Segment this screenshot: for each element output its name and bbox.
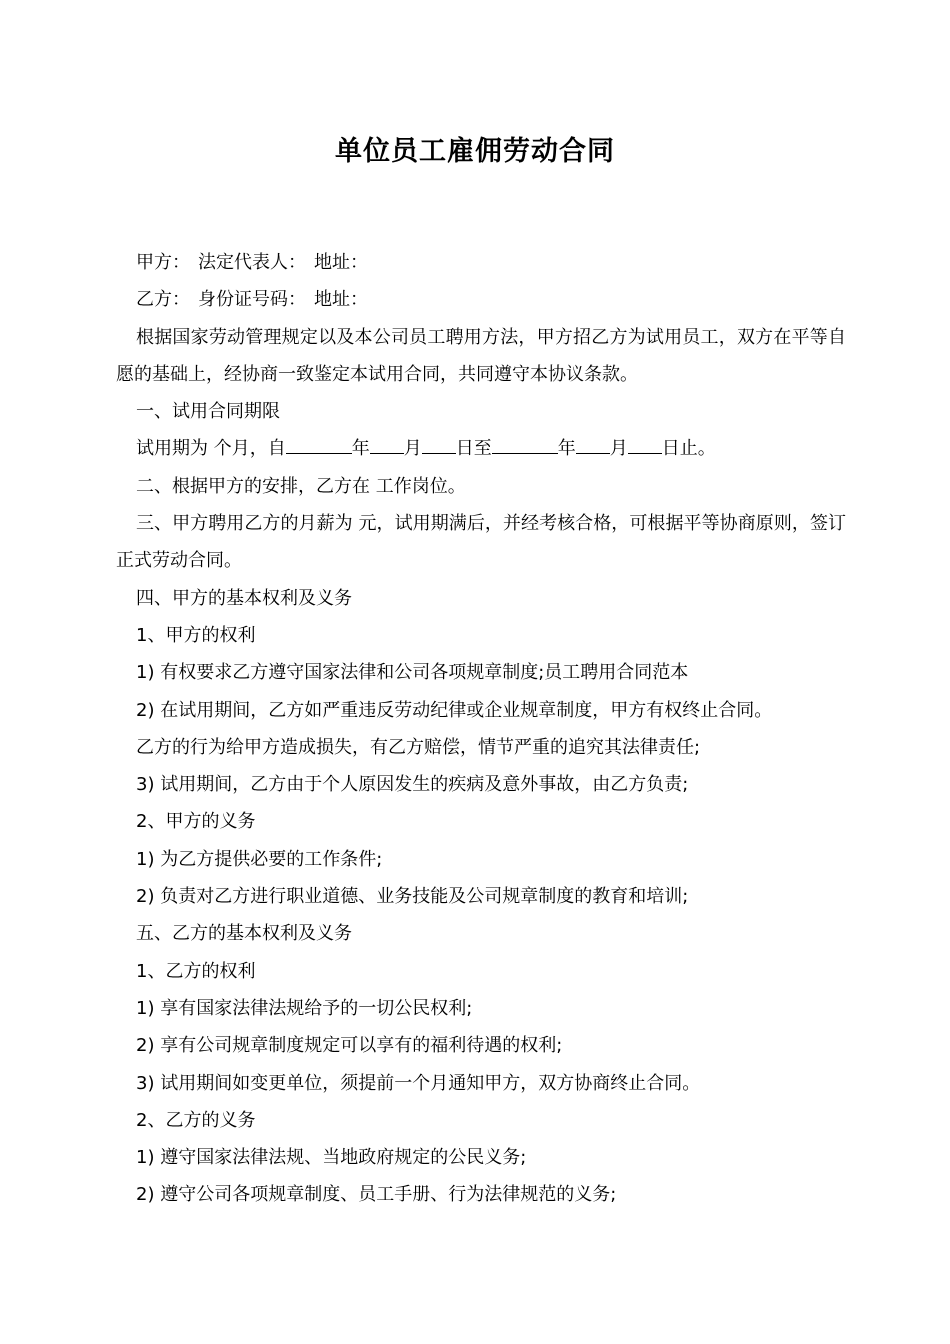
document-title: 单位员工雇佣劳动合同 [335,136,615,167]
list-item: 乙方的行为给甲方造成损失，有乙方赔偿，情节严重的追究其法律责任; [136,736,701,758]
day-end-label: 日止。 [661,438,716,460]
party-b-id-label: 身份证号码： [198,289,306,311]
list-item: 2) 享有公司规章制度规定可以享有的福利待遇的权利; [136,1035,563,1057]
section-4-heading: 四、甲方的基本权利及义务 [136,587,352,609]
party-b-address-label: 地址： [314,289,368,311]
party-b-rights-heading: 1、乙方的权利 [136,960,256,982]
year-label: 年 [557,438,576,460]
list-item: 1) 为乙方提供必要的工作条件; [136,848,383,870]
party-a-label: 甲方： [136,252,190,273]
party-b-line [116,281,846,318]
list-item: 1) 享有国家法律法规给予的一切公民权利; [136,997,473,1019]
intro-paragraph: 根据国家劳动管理规定以及本公司员工聘用方法，甲方招乙方为试用员工，双方在平等自愿的基础上，经协商一致鉴定本试用合同，共同遵守本协议条款。 [116,326,846,385]
document-body [116,244,846,1214]
day-to-label: 日至 [455,438,492,460]
month-label: 月 [403,438,422,460]
blank-start-day [422,435,456,454]
party-a-line [116,244,846,281]
list-item: 2) 遵守公司各项规章制度、员工手册、行为法律规范的义务; [136,1184,617,1206]
section-5-heading: 五、乙方的基本权利及义务 [136,923,352,945]
list-item: 2) 在试用期间，乙方如严重违反劳动纪律或企业规章制度，甲方有权终止合同。 [136,699,773,721]
list-item: 1) 遵守国家法律法规、当地政府规定的公民义务; [136,1147,527,1169]
blank-start-month [370,435,404,454]
list-item: 3) 试用期间如变更单位，须提前一个月通知甲方，双方协商终止合同。 [136,1072,701,1094]
party-a-address-label: 地址： [314,252,368,273]
list-item: 3) 试用期间，乙方由于个人原因发生的疾病及意外事故，由乙方负责; [136,774,689,796]
party-b-label: 乙方： [136,289,190,311]
party-a-rep-label: 法定代表人： [198,252,306,273]
blank-end-day [628,435,662,454]
blank-start-year [286,435,352,454]
party-b-duties-heading: 2、乙方的义务 [136,1109,256,1131]
month-label: 月 [609,438,628,460]
party-a-rights-heading: 1、甲方的权利 [136,624,256,646]
section-3: 三、甲方聘用乙方的月薪为 元，试用期满后，并经考核合格，可根据平等协商原则，签订正式劳动合同。 [116,513,846,572]
section-1-heading: 一、试用合同期限 [136,401,280,423]
list-item: 1) 有权要求乙方遵守国家法律和公司各项规章制度;员工聘用合同范本 [136,662,689,684]
probation-text: 试用期为 个月，自 [136,438,286,460]
party-a-duties-heading: 2、甲方的义务 [136,811,256,833]
list-item: 2) 负责对乙方进行职业道德、业务技能及公司规章制度的教育和培训; [136,886,689,908]
year-label: 年 [351,438,370,460]
blank-end-year [492,435,558,454]
probation-period-line [116,430,846,467]
blank-end-month [576,435,610,454]
section-2: 二、根据甲方的安排，乙方在 工作岗位。 [136,475,466,497]
